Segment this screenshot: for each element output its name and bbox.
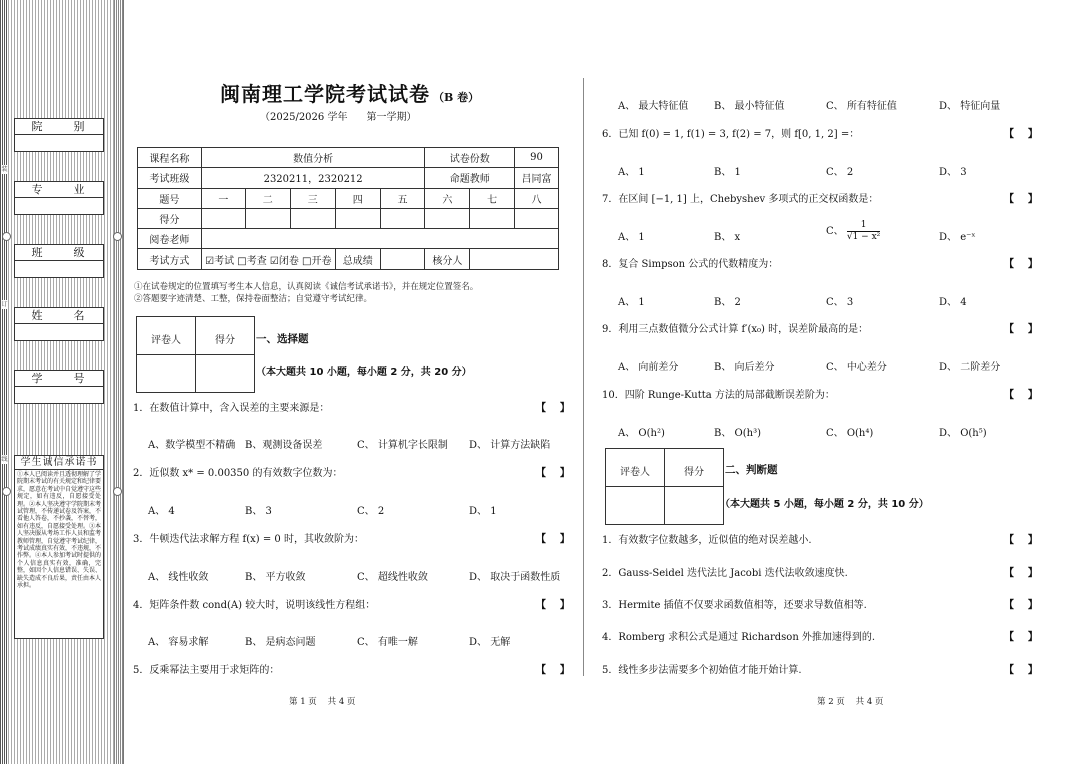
q10-option-c: C、 O(h⁴) xyxy=(826,428,874,439)
edge-mark-zhuang: 装 xyxy=(1,166,8,173)
answer-bracket[interactable]: 【 】 xyxy=(1004,600,1038,611)
answer-bracket[interactable]: 【 】 xyxy=(536,403,570,414)
score-header: 得分 xyxy=(215,335,235,346)
q6-option-a: A、 1 xyxy=(618,167,645,178)
q3-option-d: D、 取决于函数性质 xyxy=(469,572,561,583)
class-label: 考试班级 xyxy=(138,168,202,188)
binding-hole xyxy=(113,487,122,496)
question-2: 2．近似数 x* = 0.00350 的有效数字位数为： xyxy=(133,468,343,479)
q10-option-d: D、 O(h⁵) xyxy=(939,428,987,439)
q7-option-d: D、 e⁻ˣ xyxy=(939,232,976,243)
tf-question-5: 5．线性多步法需要多个初始值才能开始计算. xyxy=(602,665,802,676)
score-cell[interactable] xyxy=(470,208,515,228)
section1-score-box xyxy=(136,316,255,393)
q3-option-b: B、 平方收敛 xyxy=(245,572,306,583)
qnum-cell: 四 xyxy=(335,188,380,208)
score-box-divider xyxy=(137,354,254,355)
answer-bracket[interactable]: 【 】 xyxy=(1004,194,1038,205)
reviewer-label: 核分人 xyxy=(425,249,470,269)
academic-term: （2025/2026 学年 第一学期） xyxy=(260,112,417,123)
course-value: 数值分析 xyxy=(201,148,425,168)
q10-option-a: A、 O(h²) xyxy=(618,428,665,439)
question-9: 9．利用三点数值微分公式计算 f′(x₀) 时，误差阶最高的是： xyxy=(602,324,869,335)
tf-question-3: 3．Hermite 插值不仅要求函数值相等，还要求导数值相等. xyxy=(602,600,867,611)
method-label: 考试方式 xyxy=(138,249,202,269)
exam-notes xyxy=(134,281,478,305)
q4-option-d: D、 无解 xyxy=(469,637,511,648)
section1-desc: （本大题共 10 小题，每小题 2 分，共 20 分） xyxy=(256,367,472,378)
q9-option-a: A、 向前差分 xyxy=(618,362,679,373)
binding-hole xyxy=(2,232,11,241)
answer-bracket[interactable]: 【 】 xyxy=(1004,535,1038,546)
answer-bracket[interactable]: 【 】 xyxy=(1004,568,1038,579)
qnum-cell: 三 xyxy=(290,188,335,208)
question-1: 1．在数值计算中，含入误差的主要来源是： xyxy=(133,403,330,414)
q5-option-b: B、 最小特征值 xyxy=(714,101,785,112)
total-label: 总成绩 xyxy=(335,249,380,269)
q8-option-b: B、 2 xyxy=(714,297,741,308)
copies-label: 试卷份数 xyxy=(425,148,515,168)
qnum-cell: 七 xyxy=(470,188,515,208)
q2-option-c: C、 2 xyxy=(357,506,385,517)
integrity-pledge xyxy=(14,455,104,639)
major-label: 专 业 xyxy=(14,181,104,198)
q4-option-c: C、 有唯一解 xyxy=(357,637,418,648)
q1-option-b: B、观测设备误差 xyxy=(245,440,323,451)
teacher-value: 吕同富 xyxy=(515,168,559,188)
question-6: 6．已知 f(0) = 1, f(1) = 3, f(2) = 7，则 f[0, 1, 2] =： xyxy=(602,129,860,140)
answer-bracket[interactable]: 【 】 xyxy=(536,600,570,611)
fraction-numerator: 1 xyxy=(847,220,880,232)
binding-hole xyxy=(113,232,122,241)
student-id-label: 学 号 xyxy=(14,370,104,387)
q10-option-b: B、 O(h³) xyxy=(714,428,761,439)
exam-info-table xyxy=(137,147,559,270)
answer-bracket[interactable]: 【 】 xyxy=(536,468,570,479)
score-label: 得分 xyxy=(138,208,202,228)
answer-bracket[interactable]: 【 】 xyxy=(536,534,570,545)
college-field[interactable] xyxy=(14,135,104,152)
section1-title: 一、选择题 xyxy=(256,333,309,345)
answer-bracket[interactable]: 【 】 xyxy=(1004,665,1038,676)
qnum-label: 题号 xyxy=(138,188,202,208)
q7-option-b: B、 x xyxy=(714,232,741,243)
q7-option-a: A、 1 xyxy=(618,232,645,243)
answer-bracket[interactable]: 【 】 xyxy=(1004,324,1038,335)
reviewer-cell[interactable] xyxy=(470,249,559,269)
binding-hatch-outer xyxy=(0,0,8,764)
answer-bracket[interactable]: 【 】 xyxy=(1004,632,1038,643)
question-7: 7．在区间 [−1, 1] 上，Chebyshev 多项式的正交权函数是： xyxy=(602,194,879,205)
q1-option-a: A、数学模型不精确 xyxy=(148,440,236,451)
page2-footer: 第 2 页 共 4 页 xyxy=(817,697,884,707)
edge-mark-xian: 线 xyxy=(1,456,8,463)
answer-bracket[interactable]: 【 】 xyxy=(1004,390,1038,401)
q5-option-c: C、 所有特征值 xyxy=(826,101,897,112)
q9-option-b: B、 向后差分 xyxy=(714,362,775,373)
q7-option-c-label: C、 xyxy=(826,226,844,237)
fraction xyxy=(847,220,880,243)
q1-option-c: C、 计算机字长限制 xyxy=(357,440,448,451)
question-3: 3．牛顿迭代法求解方程 f(x) = 0 时，其收敛阶为： xyxy=(133,534,364,545)
section2-title: 二、判断题 xyxy=(725,464,778,476)
q9-option-d: D、 二阶差分 xyxy=(939,362,1001,373)
student-id-field[interactable] xyxy=(14,387,104,404)
score-cell[interactable] xyxy=(380,208,425,228)
grader-label: 阅卷老师 xyxy=(138,229,202,249)
grader-header: 评卷人 xyxy=(151,335,181,346)
q8-option-d: D、 4 xyxy=(939,297,967,308)
score-cell[interactable] xyxy=(245,208,290,228)
score-cell[interactable] xyxy=(515,208,559,228)
teacher-label: 命题教师 xyxy=(425,168,515,188)
copies-value: 90 xyxy=(515,148,559,168)
score-cell[interactable] xyxy=(201,208,245,228)
section2-desc: （本大题共 5 小题，每小题 2 分，共 10 分） xyxy=(720,499,929,510)
fraction-denominator: √1 − x² xyxy=(846,232,881,242)
tf-question-1: 1．有效数字位数越多，近似值的绝对误差越小. xyxy=(602,535,812,546)
question-8: 8．复合 Simpson 公式的代数精度为： xyxy=(602,259,779,270)
q2-option-d: D、 1 xyxy=(469,506,497,517)
total-cell[interactable] xyxy=(380,249,425,269)
major-field[interactable] xyxy=(14,198,104,215)
college-label: 院 别 xyxy=(14,118,104,135)
course-label: 课程名称 xyxy=(138,148,202,168)
q4-option-a: A、 容易求解 xyxy=(148,637,209,648)
qnum-cell: 二 xyxy=(245,188,290,208)
score-cell[interactable] xyxy=(290,208,335,228)
question-4: 4．矩阵条件数 cond(A) 较大时，说明该线性方程组： xyxy=(133,600,376,611)
question-10: 10．四阶 Runge-Kutta 方法的局部截断误差阶为： xyxy=(602,390,835,401)
pledge-title: 学生诚信承诺书 xyxy=(15,456,103,470)
q7-option-c xyxy=(826,220,880,243)
note-1: ①在试卷规定的位置填写考生本人信息，认真阅读《诚信考试承诺书》，并在规定位置签名。 xyxy=(134,282,479,292)
qnum-cell: 五 xyxy=(380,188,425,208)
page1-footer: 第 1 页 共 4 页 xyxy=(289,697,356,707)
q1-option-d: D、 计算方法缺陷 xyxy=(469,440,551,451)
class-value: 2320211，2320212 xyxy=(201,168,425,188)
grader-header: 评卷人 xyxy=(620,467,650,478)
answer-bracket[interactable]: 【 】 xyxy=(1004,129,1038,140)
q6-option-c: C、 2 xyxy=(826,167,854,178)
score-cell[interactable] xyxy=(335,208,380,228)
q2-option-a: A、 4 xyxy=(148,506,175,517)
q5-option-a: A、 最大特征值 xyxy=(618,101,689,112)
answer-bracket[interactable]: 【 】 xyxy=(536,665,570,676)
tf-question-4: 4．Romberg 求积公式是通过 Richardson 外推加速得到的. xyxy=(602,632,876,643)
edge-mark-ding: 订 xyxy=(1,301,8,308)
method-options[interactable]: ☑考试 □考查 ☑闭卷 □开卷 xyxy=(201,249,335,269)
exam-title-text: 闽南理工学院考试试卷 xyxy=(220,82,430,106)
section2-score-box xyxy=(605,448,724,525)
name-label: 姓 名 xyxy=(14,307,104,324)
pledge-text: ①本人已阅读并且透彻理解了学院期末考试的有关规定和纪律要求，愿意在考试中自觉遵守这些规定，如有违反，自愿接受处理。②本人坚决遵守学院期末考试管理，不传递试卷及答案，不看他人答卷，不抄袭，不替考，如有违反，自愿接受处理。③本人坚决服从考场工作人员和监考教师管理，自觉遵守考试纪律，考试成绩真实有效，不违规，不作弊。④本人参加考试时提供的个人信息真实有效，准确，完整，如因个人信息错误、失误、缺失造成不良后果，责任由本人承担。 xyxy=(17,471,102,590)
binding-hole xyxy=(2,487,11,496)
class-label: 班 级 xyxy=(14,244,104,261)
answer-bracket[interactable]: 【 】 xyxy=(1004,259,1038,270)
q5-option-d: D、 特征向量 xyxy=(939,101,1001,112)
score-header: 得分 xyxy=(684,467,704,478)
q6-option-d: D、 3 xyxy=(939,167,967,178)
qnum-cell: 六 xyxy=(425,188,470,208)
score-box-divider xyxy=(606,486,723,487)
q4-option-b: B、 是病态问题 xyxy=(245,637,316,648)
q3-option-c: C、 超线性收敛 xyxy=(357,572,428,583)
class-field[interactable] xyxy=(14,261,104,278)
q6-option-b: B、 1 xyxy=(714,167,741,178)
qnum-cell: 八 xyxy=(515,188,559,208)
q8-option-a: A、 1 xyxy=(618,297,645,308)
fold-line xyxy=(123,0,124,764)
q8-option-c: C、 3 xyxy=(826,297,854,308)
exam-title xyxy=(220,78,479,107)
name-field[interactable] xyxy=(14,324,104,341)
grader-cell[interactable] xyxy=(201,229,558,249)
page-divider xyxy=(583,78,584,676)
qnum-cell: 一 xyxy=(201,188,245,208)
score-cell[interactable] xyxy=(425,208,470,228)
q3-option-a: A、 线性收敛 xyxy=(148,572,209,583)
tf-question-2: 2．Gauss-Seidel 迭代法比 Jacobi 迭代法收敛速度快. xyxy=(602,568,848,579)
q2-option-b: B、 3 xyxy=(245,506,272,517)
note-2: ②答题要字迹清楚、工整，保持卷面整洁；自觉遵守考试纪律。 xyxy=(134,294,373,304)
binding-hatch-inner xyxy=(114,0,123,764)
binding-strip xyxy=(0,0,124,764)
exam-version: （B 卷） xyxy=(433,91,480,104)
q9-option-c: C、 中心差分 xyxy=(826,362,887,373)
question-5: 5．反乘幂法主要用于求矩阵的： xyxy=(133,665,280,676)
